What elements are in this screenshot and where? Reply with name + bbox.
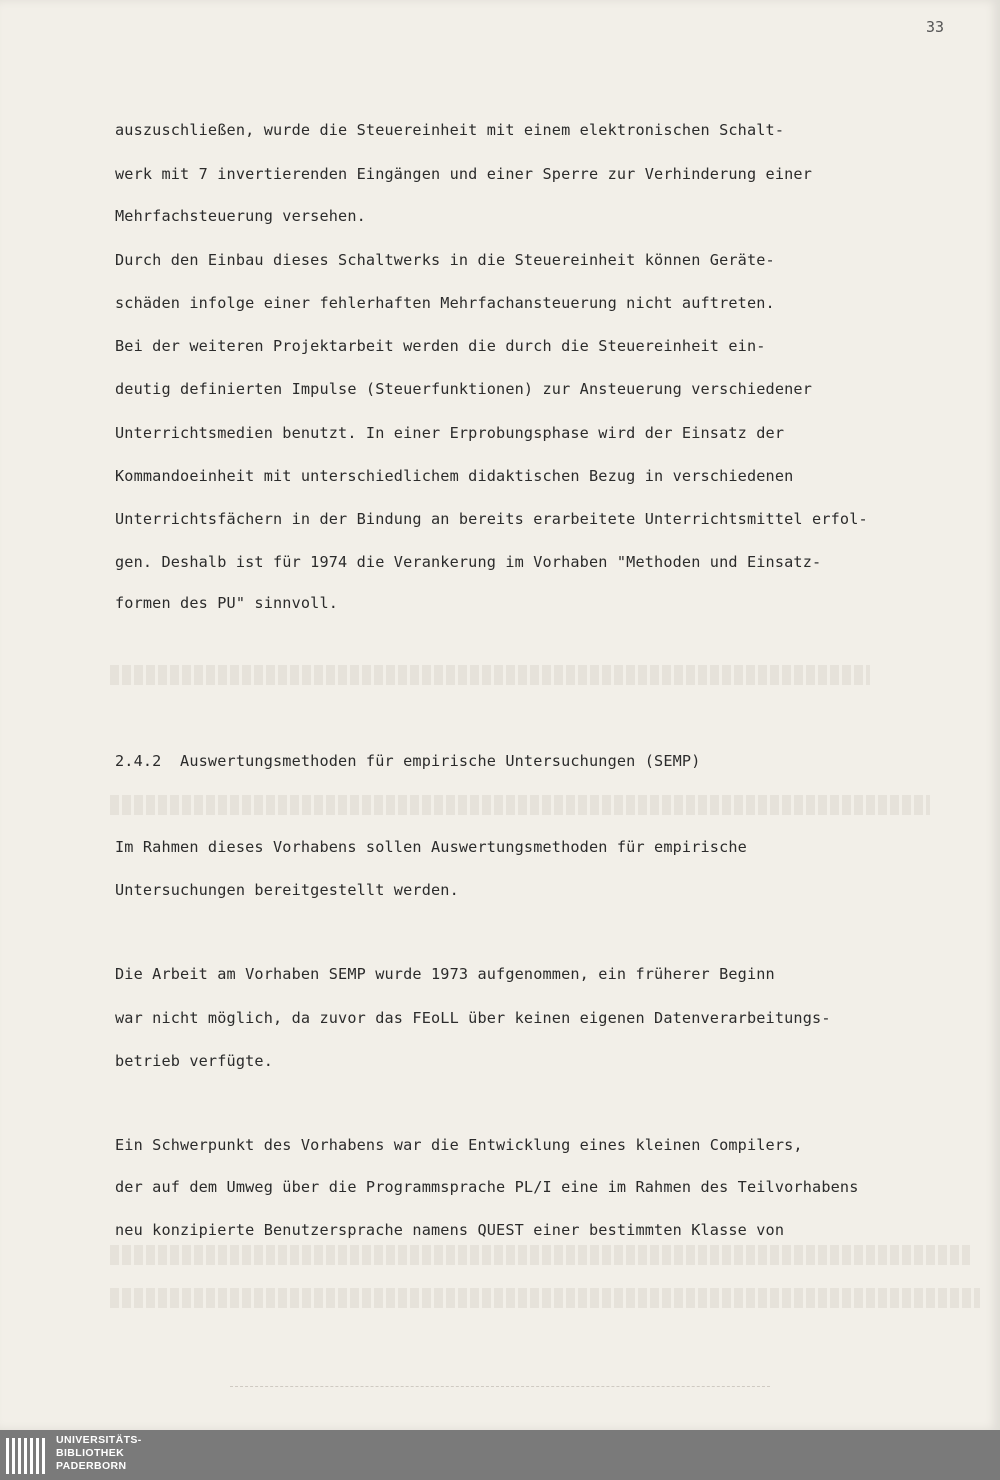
show-through-line xyxy=(110,665,870,685)
library-name-line: PADERBORN xyxy=(56,1460,127,1472)
text-line: Ein Schwerpunkt des Vorhabens war die Entwicklung eines kleinen Compilers, xyxy=(115,1136,803,1154)
show-through-line xyxy=(110,795,930,815)
text-line: Durch den Einbau dieses Schaltwerks in die Steuereinheit können Geräte- xyxy=(115,251,775,269)
text-line: auszuschließen, wurde die Steuereinheit mit einem elektronischen Schalt- xyxy=(115,121,785,139)
library-logo-icon xyxy=(6,1436,50,1476)
page-number: 33 xyxy=(926,18,945,36)
text-line: gen. Deshalb ist für 1974 die Verankerung im Vorhaben "Methoden und Einsatz- xyxy=(115,553,822,571)
library-name-line: UNIVERSITÄTS- xyxy=(56,1434,142,1446)
text-line: Unterrichtsfächern in der Bindung an bereits erarbeitete Unterrichtsmittel erfol- xyxy=(115,510,868,528)
text-line: Im Rahmen dieses Vorhabens sollen Auswertungsmethoden für empirische xyxy=(115,838,747,856)
section-heading: 2.4.2 Auswertungsmethoden für empirische Untersuchungen (SEMP) xyxy=(115,752,701,770)
text-line: werk mit 7 invertierenden Eingängen und einer Sperre zur Verhinderung einer xyxy=(115,165,813,183)
text-line: Die Arbeit am Vorhaben SEMP wurde 1973 aufgenommen, ein früherer Beginn xyxy=(115,965,775,983)
library-name xyxy=(56,1434,142,1473)
text-line: der auf dem Umweg über die Programmsprache PL/I eine im Rahmen des Teilvorhabens xyxy=(115,1178,859,1196)
text-line: betrieb verfügte. xyxy=(115,1052,273,1070)
text-line: Bei der weiteren Projektarbeit werden die durch die Steuereinheit ein- xyxy=(115,337,766,355)
text-line: war nicht möglich, da zuvor das FEoLL über keinen eigenen Datenverarbeitungs- xyxy=(115,1009,831,1027)
text-line: Mehrfachsteuerung versehen. xyxy=(115,207,366,225)
text-line: Untersuchungen bereitgestellt werden. xyxy=(115,881,459,899)
library-name-line: BIBLIOTHEK xyxy=(56,1447,125,1459)
text-line: neu konzipierte Benutzersprache namens QUEST einer bestimmten Klasse von xyxy=(115,1221,785,1239)
text-line: Unterrichtsmedien benutzt. In einer Erprobungsphase wird der Einsatz der xyxy=(115,424,785,442)
show-through-line xyxy=(110,1288,980,1308)
show-through-line xyxy=(110,1245,970,1265)
text-line: deutig definierten Impulse (Steuerfunktionen) zur Ansteuerung verschiedener xyxy=(115,380,813,398)
faint-divider xyxy=(230,1386,770,1388)
text-line: schäden infolge einer fehlerhaften Mehrfachansteuerung nicht auftreten. xyxy=(115,294,775,312)
text-line: formen des PU" sinnvoll. xyxy=(115,594,339,612)
library-footer-bar xyxy=(0,1430,1000,1480)
text-line: Kommandoeinheit mit unterschiedlichem didaktischen Bezug in verschiedenen xyxy=(115,467,794,485)
